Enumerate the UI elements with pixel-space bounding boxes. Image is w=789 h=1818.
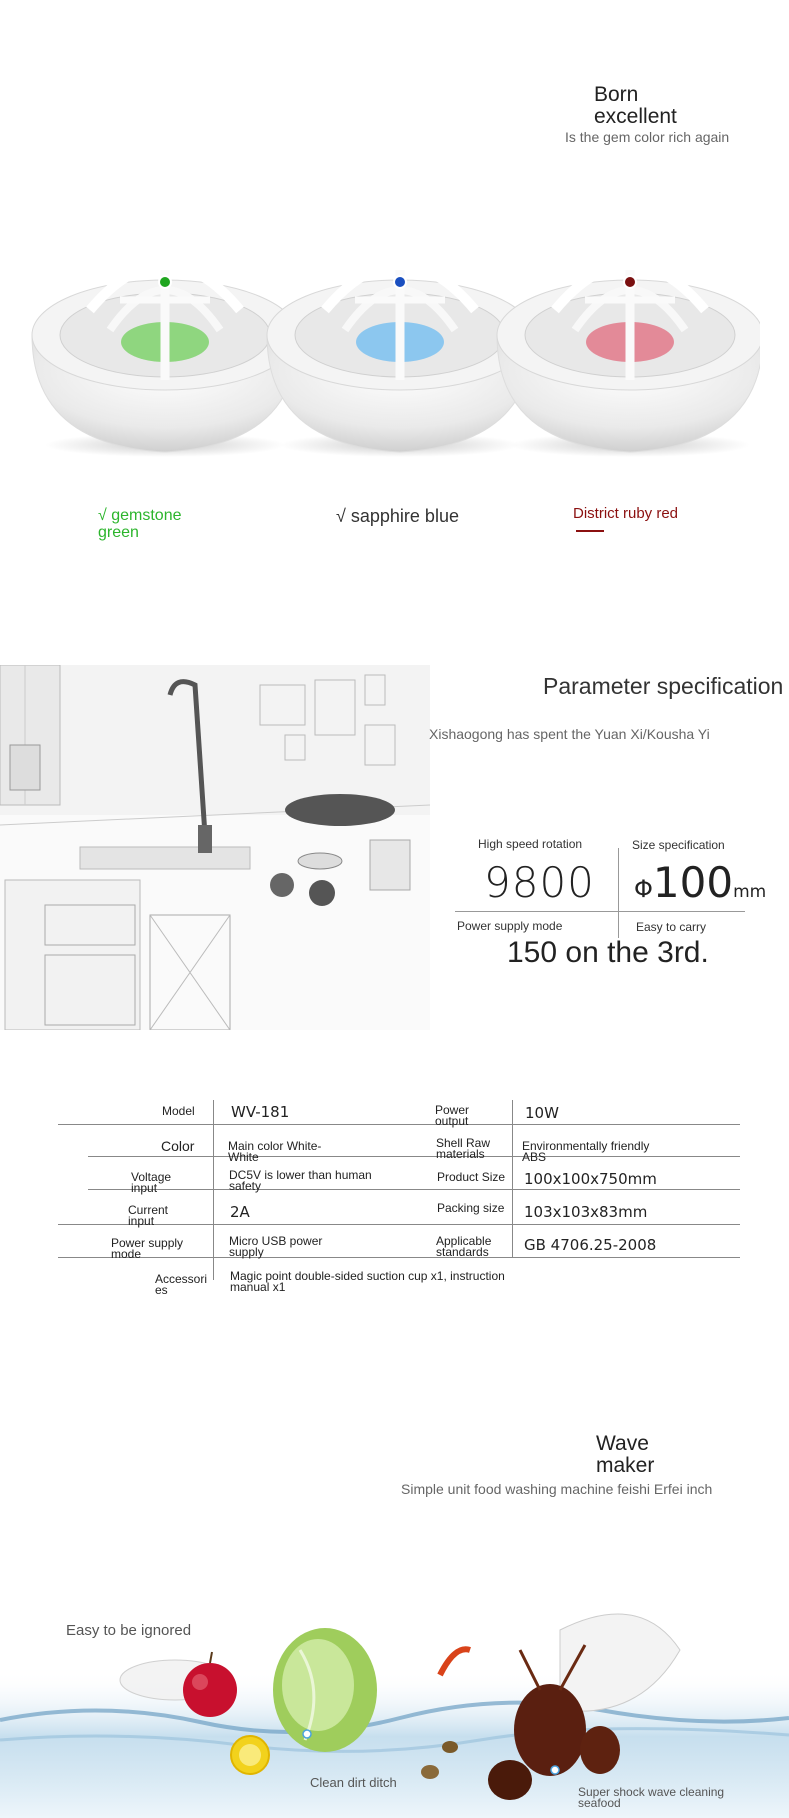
size-value-group [634,858,766,907]
kitchen-sketch-image [0,665,430,1030]
product-color-images [20,230,760,470]
table-line [58,1124,740,1125]
colors-subtitle: Is the gem color rich again [565,129,730,145]
colors-title-line-2: excellent [594,105,677,128]
row-model-value: WV-181 [231,1103,290,1121]
washer-blue [267,265,533,457]
colors-title-line-1: Born [594,83,639,106]
size-symbol: Φ [634,875,653,903]
row-color-key: Color [161,1138,195,1154]
row-color-value: Main color White-White [228,1139,322,1164]
params-subtitle: Xishaogong has spent the Yuan Xi/Kousha Yi [429,726,710,742]
row-shell-key: Shell Raw materials [436,1136,491,1161]
row-current-value: 2A [230,1203,250,1221]
spec-vertical-divider [618,848,619,938]
row-accessories-key: Accessories [155,1272,208,1297]
caption-power-mode: Power supply mode [457,919,563,933]
wave-subtitle: Simple unit food washing machine feishi Erfei inch [401,1481,713,1497]
red-underline-divider [576,530,604,532]
row-power-mode-key: Power supply mode [111,1236,184,1261]
row-packing-size-key: Packing size [437,1201,505,1215]
params-title: Parameter specification [543,673,784,699]
row-current-key: Current input [128,1203,169,1228]
wave-title-line-1: Wave [596,1432,649,1455]
color-option-blue: √ sapphire blue [336,506,459,526]
color-option-green: √ gemstone green [98,507,182,541]
row-product-size-key: Product Size [437,1170,506,1184]
washer-green [32,265,298,457]
row-shell-value: Environmentally friendly ABS [522,1139,650,1164]
washer-red [497,265,760,457]
table-divider [213,1100,214,1280]
caption-carry: Easy to carry [636,920,707,934]
row-standards-key: Applicable standards [436,1234,492,1259]
table-divider [512,1100,513,1258]
row-power-mode-value: Micro USB power supply [229,1234,323,1259]
row-model-key: Model [162,1104,195,1118]
caption-rotation: High speed rotation [478,837,583,851]
callout-ignored: Easy to be ignored [66,1622,192,1639]
callout-clean: Clean dirt ditch [310,1775,397,1790]
wave-title-line-2: maker [596,1454,655,1477]
caption-size: Size specification [632,838,725,852]
row-power-output-value: 10W [525,1104,559,1122]
row-accessories-value: Magic point double-sided suction cup x1, instruction manual x1 [230,1269,505,1294]
callout-shock: Super shock wave cleaning seafood [578,1785,725,1810]
row-packing-size-value: 103x103x83mm [524,1203,648,1221]
row-product-size-value: 100x100x750mm [524,1170,657,1188]
wave-title [596,1433,716,1477]
row-voltage-value: DC5V is lower than human safety [229,1168,372,1193]
rotation-value: 9800 [484,858,595,907]
headline-150: 150 on the 3rd. [507,936,709,969]
row-standards-value: GB 4706.25-2008 [524,1236,657,1254]
row-voltage-key: Voltage input [131,1170,172,1195]
spec-horizontal-divider [455,911,745,912]
row-power-output-key: Power output [435,1103,470,1128]
size-unit: mm [733,882,767,902]
color-option-red: District ruby red [573,505,679,522]
size-value: 100 [652,858,734,907]
colors-title [594,84,734,128]
